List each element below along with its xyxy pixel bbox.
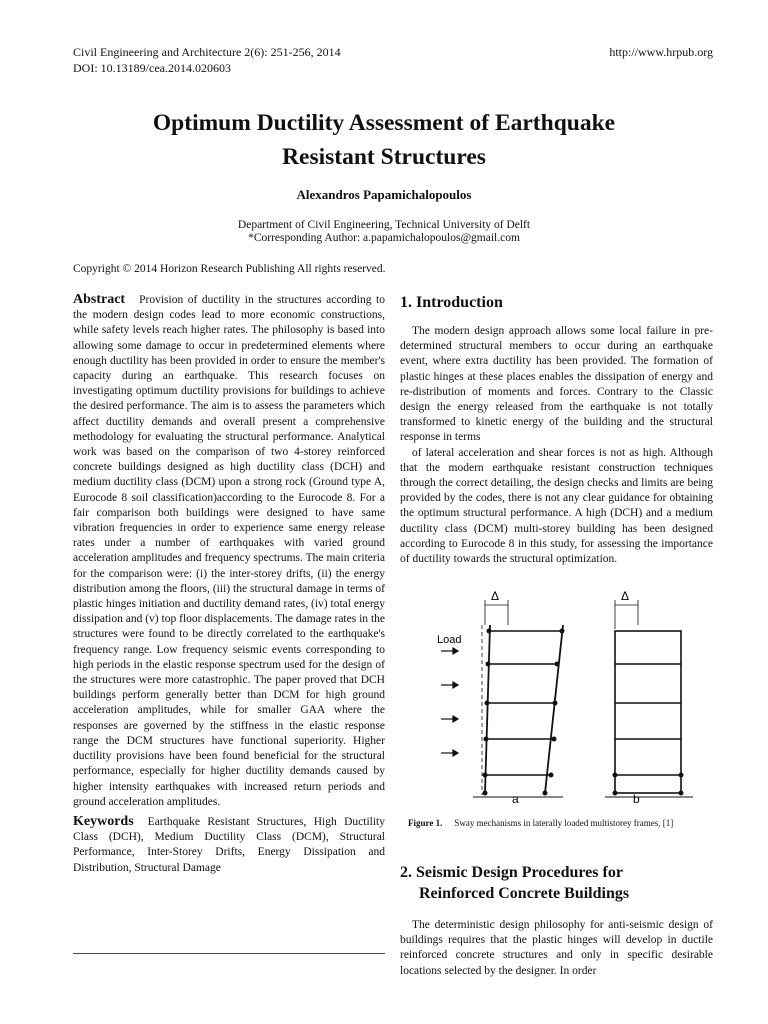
journal-citation: Civil Engineering and Architecture 2(6): 251-256, 2014 <box>73 45 341 59</box>
affiliation-block <box>0 219 768 245</box>
abstract-label: Abstract <box>73 292 126 307</box>
sway-mechanism-figure <box>425 585 725 810</box>
corresponding-author: *Corresponding Author: a.papamichalopoulos@gmail.com <box>248 232 520 244</box>
doi: DOI: 10.13189/cea.2014.020603 <box>73 61 231 75</box>
section-1-heading: 1. Introduction <box>400 294 503 311</box>
intro-paragraph-1: The modern design approach allows some local failure in pre-determined structural members to occur during an earthquake event, where extra ductility has been provided. The formation of plastic hinges at these places enables the dissipation of energy and re-distribution of moments and forces. Contrary to the Classic design the energy released from the earthquake is not totally transformed to kinetic energy of the building and the structural response in terms <box>400 325 713 444</box>
figure-delta-b: Δ <box>621 589 630 603</box>
author-name: Alexandros Papamichalopoulos <box>296 187 472 202</box>
title-line-1: Optimum Ductility Assessment of Earthquake <box>152 110 616 136</box>
copyright-notice: Copyright © 2014 Horizon Research Publishing All rights reserved. <box>73 263 386 275</box>
keywords-text: Earthquake Resistant Structures, High Ductility Class (DCH), Medium Ductility Class (DCM), Structural Performance, Inter-Storey Drifts, Energy Dissipation and Distribution, Structural Damage <box>73 815 385 874</box>
abstract-text: Provision of ductility in the structures according to the modern design codes lead to more economic constructions, while safety levels reach higher rates. The philosophy is based into allowing some damage to occur in predetermined elements where enough ductility has been provided in order to ensure the member's capacity during an earthquake. This research focuses on investigating optimum ductility provisions for buildings to achieve the desired performance. The aim is to assess the parameters which affect ductility demands and overall present a comprehensive methodology for evaluating the structural performance. Analytical work was based on the comparison of two 4-storey reinforced concrete buildings designed as high ductility class (DCH) and medium ductility class (DCM) upon a strong rock (Ground type A, Eurocode 8 soil classification)according to the Eurocode 8. For a fair comparison both buildings were designed to have same vibration frequencies in order to experience same energy release rates under a number of earthquakes with varied ground acceleration amplitudes and frequency spectrums. The main criteria for the comparison were: (i) the inter-storey drifts, (ii) the energy distribution among the floors, (iii) the structural damage in terms of plastic hinges initiation and ductility demand rates, (iv) total energy dissipation and (v) top floor displacements. The damage rates in the structures were found to be directly correlated to the earthquake's frequency range. Low frequency seismic events corresponding to high periods in the elastic response spectrum used for the design of the structures were more catastrophic. The paper proved that DCH buildings perform generally better than DCM for high ground acceleration amplitudes, while for smaller GAA where the responses are governed by the stiffness in the elastic response range the DCM structures have functional superiority. Higher ductility provisions have been found beneficial for the structural performance, especially for higher ductility demands caused by higher intensity earthquakes with increased return periods and ground acceleration amplitudes. <box>73 294 385 808</box>
section-2 <box>400 862 713 979</box>
figure-caption-text: Sway mechanisms in laterally loaded multistorey frames, [1] <box>454 818 674 828</box>
abstract-block <box>73 292 385 810</box>
figure-load-label: Load <box>437 634 462 646</box>
keywords-label: Keywords <box>73 813 134 829</box>
keywords-block <box>73 814 385 876</box>
section-2-paragraph-1: The deterministic design philosophy for anti-seismic design of buildings requires that the plastic hinges will develop in ductile reinforced concrete structures and only in specific desirable locations selected by the designer. In order <box>400 919 713 977</box>
section-2-heading-line-2: Reinforced Concrete Buildings <box>419 885 630 902</box>
section-2-heading <box>400 862 713 904</box>
left-column <box>73 292 385 876</box>
running-header <box>73 44 713 76</box>
section-2-heading-line-1: 2. Seismic Design Procedures for <box>400 864 623 881</box>
paper-title <box>0 106 768 174</box>
introduction-section <box>400 292 713 567</box>
intro-paragraph-2: of lateral acceleration and shear forces is not as high. Although that the modern earthquake resistant construction techniques through the correct detailing, the design checks and limits are being provided by the codes, there is not any clear guidance for obtaining the optimum structural performance. A high (DCH) and a medium ductility class (DCM) multi-storey building has been designed according to Eurocode 8 in this study, for assessing the importance of ductility towards the structural optimization. <box>400 446 713 566</box>
figure-caption <box>408 818 673 828</box>
figure-delta-a: Δ <box>491 589 500 603</box>
column-footer-rule <box>73 953 385 954</box>
journal-url[interactable]: http://www.hrpub.org <box>609 45 713 59</box>
title-line-2: Resistant Structures <box>282 144 486 170</box>
figure-label-a: a <box>512 792 519 806</box>
figure-label-b: b <box>633 792 640 806</box>
figure-caption-label: Figure 1. <box>408 818 443 828</box>
affiliation: Department of Civil Engineering, Technical University of Delft <box>237 219 531 231</box>
